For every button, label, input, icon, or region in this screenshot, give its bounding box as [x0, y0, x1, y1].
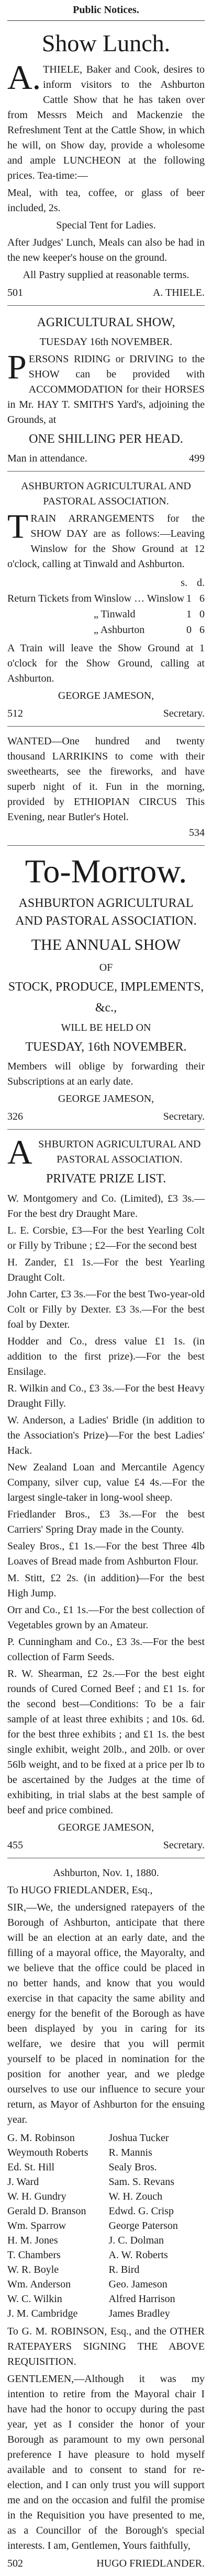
tomorrow-line4: &c.,	[95, 1000, 117, 1015]
signatory-name: J. C. Dolman	[108, 2234, 164, 2246]
train-org: ASHBURTON AGRICULTURAL AND PASTORAL ASSOCIATION.	[21, 480, 191, 507]
fare-row: „ Ashburton 0 6	[7, 624, 205, 636]
prize-role: Secretary.	[163, 1839, 205, 1851]
train-role: Secretary.	[163, 707, 205, 719]
signatory-name: A. W. Roberts	[108, 2249, 168, 2261]
tomorrow-members: Members will oblige by forwarding their Subscriptions at an early date.	[7, 1061, 205, 1088]
prize-list	[7, 1191, 205, 1818]
train-notice	[7, 472, 205, 727]
signatory-name: Sam. S. Revans	[108, 2176, 175, 2188]
tomorrow-footer	[7, 1111, 205, 1123]
requisition-footer	[7, 2558, 205, 2570]
show-lunch-ladies: Special Tent for Ladies.	[56, 219, 156, 231]
prize-item: Friedlander Bros., £3 3s.—For the best Carriers' Spring Dray made in the County.	[7, 1508, 205, 1535]
prize-item: Orr and Co., £1 1s.—For the best collection of Vegetables grown by an Amateur.	[7, 1604, 205, 1631]
signatory-name: Gerald D. Branson	[7, 2205, 86, 2217]
prize-ref: 455	[7, 1839, 23, 1851]
signatory-name: Geo. Jameson	[108, 2278, 168, 2290]
prize-item: W. Anderson, a Ladies' Bridle (in addition to the Association's Prize)—For the best Ladies' Hack.	[7, 1414, 205, 1456]
show-lunch-pastry: All Pastry supplied at reasonable terms.	[23, 269, 189, 281]
signatory-name: G. M. Robinson	[7, 2132, 75, 2144]
prize-item: W. Montgomery and Co. (Limited), £3 3s.—For the best dry Draught Mare.	[7, 1192, 205, 1220]
agri-show-notice	[7, 306, 205, 472]
tomorrow-line2: OF	[99, 962, 113, 974]
wanted-notice	[7, 727, 205, 846]
prize-item: H. Zander, £1 1s.—For the best Yearling Draught Colt.	[7, 1256, 205, 1283]
wanted-ref: 534	[189, 826, 205, 838]
signatory-list	[7, 2131, 205, 2321]
prize-item: P. Cunningham and Co., £3 3s.—For the best collection of Farm Seeds.	[7, 1636, 205, 1663]
tomorrow-line6: TUESDAY, 16th NOVEMBER.	[25, 1040, 187, 1054]
prize-item: John Carter, £3 3s.—For the best Two-year-old Colt or Filly by Dexter. £3 3s.—For the best foal by Dexter.	[7, 1288, 205, 1330]
tomorrow-signer: GEORGE JAMESON,	[58, 1093, 154, 1105]
signatory-name: George Paterson	[108, 2220, 178, 2232]
signatory-name: W. R. Boyle	[7, 2263, 59, 2275]
show-lunch-signer: A. THIELE.	[152, 286, 205, 298]
signatory-name: Ed. St. Hill	[7, 2161, 55, 2173]
show-lunch-judges: After Judges' Lunch, Meals can also be had in the new keeper's house on the ground.	[7, 236, 205, 263]
signatory-name: W. H. Zouch	[108, 2190, 163, 2202]
train-return: A Train will leave the Show Ground at 1 o'clock for the Show Ground, calling at Ashburton.	[7, 642, 205, 684]
prize-org: ASHBURTON AGRICULTURAL AND PASTORAL ASSOCIATION.	[7, 1133, 201, 1172]
tomorrow-title: To-Morrow.	[25, 852, 187, 890]
tomorrow-role: Secretary.	[163, 1111, 205, 1123]
fare-row: Return Tickets from Winslow … Winslow 1 6	[7, 592, 205, 604]
prize-item: Sealey Bros., £1 1s.—For the best Three 4lb Loaves of Bread made from Ashburton Flour.	[7, 1540, 205, 1567]
signatory-name: J. M. Cambridge	[7, 2307, 78, 2319]
prize-item: Hodder and Co., dress value £1 1s. (in addition to the first prize).—For the best Ensilage.	[7, 1335, 205, 1377]
signatory-name: J. Ward	[7, 2176, 39, 2188]
agri-show-date: TUESDAY 16th NOVEMBER.	[39, 336, 173, 348]
signatory-name: W. H. Gundry	[7, 2190, 66, 2202]
fare-table	[7, 575, 205, 638]
wanted-body: WANTED—One hundred and twenty thousand LARRIKINS to come with their sweethearts, see the fireworks, and have superb night of it. Fun in the morning, provided by ETHIOPIAN CIRCUS This Evening, near Butler's Hotel.	[7, 735, 205, 823]
show-lunch-ref: 501	[7, 286, 23, 298]
prize-item: R. Wilkin and Co., £3 3s.—For the best Heavy Draught Filly.	[7, 1382, 205, 1409]
requisition-addressee: To HUGO FRIEDLANDER, Esq.,	[7, 1884, 153, 1896]
train-footer	[7, 708, 205, 720]
agri-show-attendance: Man in attendance.	[7, 452, 87, 464]
show-lunch-menu: Meal, with tea, coffee, or glass of beer included, 2s.	[7, 187, 205, 214]
signatory-name: T. Chambers	[7, 2249, 61, 2261]
agri-show-footer	[7, 453, 205, 465]
show-lunch-signature	[7, 287, 205, 299]
signatory-name: Weymouth Roberts	[7, 2146, 88, 2158]
signatory-name: Sealy Bros.	[108, 2161, 157, 2173]
requisition-signer: HUGO FRIEDLANDER.	[96, 2557, 205, 2569]
train-body: TRAIN ARRANGEMENTS for the SHOW DAY are as follows:—Leaving Winslow for the Show Ground at 12 o'clock, calling at Tinwald and Ashburton.	[7, 507, 205, 570]
signatory-name: Joshua Tucker	[108, 2132, 169, 2144]
signatory-name: W. C. Wilkin	[7, 2293, 62, 2305]
masthead: Public Notices.	[7, 0, 205, 21]
requisition-ref: 502	[7, 2557, 23, 2569]
agri-show-price: ONE SHILLING PER HEAD.	[29, 432, 183, 446]
tomorrow-ref: 326	[7, 1111, 23, 1123]
tomorrow-line3: STOCK, PRODUCE, IMPLEMENTS,	[8, 980, 204, 994]
prize-item: L. E. Corsbie, £3—For the best Yearling Colt or Filly by Tribune ; £2—For the second best	[7, 1224, 205, 1251]
tomorrow-line5: WILL BE HELD ON	[61, 1021, 151, 1033]
fare-header-s: s.	[181, 577, 187, 589]
fare-row: „ Tinwald 1 0	[7, 608, 205, 620]
prize-subtitle: PRIVATE PRIZE LIST.	[46, 1172, 166, 1186]
signatory-name: Alfred Harrison	[108, 2293, 175, 2305]
fare-header-d: d.	[197, 577, 205, 589]
tomorrow-line1: THE ANNUAL SHOW	[31, 936, 181, 954]
agri-show-title: AGRICULTURAL SHOW,	[37, 315, 175, 329]
show-lunch-body: A.THIELE, Baker and Cook, desires to inform visitors to the Ashburton Cattle Show that he has taken over from Messrs Meich and Mackenzie the Refreshment Tent at the Cattle Show, in which he will, on Show day, provide a wholesome and ample LUNCHEON at the following prices. Tea-time:—	[7, 58, 205, 181]
signatory-name: R. Bird	[108, 2263, 140, 2275]
requisition-reply-to: To G. M. ROBINSON, Esq., and the OTHER RATEPAYERS SIGNING THE ABOVE REQUISITION.	[7, 2325, 205, 2367]
show-lunch-title: Show Lunch.	[41, 30, 171, 56]
fare-place: Winslow	[147, 592, 185, 604]
signatory-name: Wm. Anderson	[7, 2278, 71, 2290]
agri-show-ref: 499	[189, 452, 205, 464]
requisition-notice	[7, 1858, 205, 2576]
tomorrow-org: ASHBURTON AGRICULTURAL AND PASTORAL ASSOCIATION.	[15, 896, 197, 928]
requisition-body: SIR,—We, the undersigned ratepayers of the Borough of Ashburton, anticipate that there will be an election at an early date, and the filling of a mayoral office, the Mayoralty, and we believe that the office could be placed in no better hands, and know that you would exercise in that capacity the same ability and energy for the benefit of the Borough as have been displayed by you in caring for its welfare, we desire that you will permit yourself to be placed in nomination for the position for another year, and we pledge ourselves to use our influence to secure your return, as Mayor of Ashburton for the ensuing year.	[7, 1901, 205, 2125]
fare-header	[7, 575, 205, 591]
train-ref: 512	[7, 707, 23, 719]
show-lunch-notice	[7, 23, 205, 306]
train-signer: GEORGE JAMESON,	[58, 689, 154, 702]
requisition-dateline: Ashburton, Nov. 1, 1880.	[53, 1867, 159, 1879]
prize-signer: GEORGE JAMESON,	[58, 1821, 154, 1833]
prize-item: New Zealand Loan and Mercantile Agency Company, silver cup, value £4 4s.—For the largest single-taker in long-wool sheep.	[7, 1461, 205, 1503]
requisition-reply: GENTLEMEN,—Although it was my intention to retire from the Mayoral chair I have had the honor to occupy during the past year, yet as I consider the honor of your Borough as paramount to my own personal preference I have pleasure to hold myself available and to consent to stand for re-election, and I can only trust you will support me and on the occasion and fulfil the promise in the Requisition you have presented to me, as a Councillor of the Borough's special interests. I am, Gentlemen, Yours faithfully,	[7, 2373, 205, 2551]
fare-place: Tinwald	[101, 608, 136, 620]
signatory-name: H. M. Jones	[7, 2234, 58, 2246]
signatory-name: Wm. Sparrow	[7, 2220, 66, 2232]
prize-item: R. W. Shearman, £2 2s.—For the best eight rounds of Cured Corned Beef ; and £1 1s. for the second best—Conditions: To be a fair sample of at least three exhibits ; and 10s. 6d. for the best three exhibits ; and £1 1s. the best single exhibit, weight 20lb., and 20lb. or over 56lb weight, and to be fixed at a price per lb to be ascertained by the Judges at the time of exhibiting, in trial slabs at the best sample of beef and price combined.	[7, 1668, 205, 1816]
prize-footer	[7, 1839, 205, 1852]
prize-item: M. Stitt, £2 2s. (in addition)—For the best High Jump.	[7, 1572, 205, 1599]
signatory-name: R. Mannis	[108, 2146, 152, 2158]
signatory-name: Edwd. G. Crisp	[108, 2205, 174, 2217]
prize-notice	[7, 1130, 205, 1858]
agri-show-body: PERSONS RIDING or DRIVING to the SHOW can be provided with ACCOMMODATION for their HORSES in Mr. HAY T. SMITH'S Yard's, adjoining the Grounds, at	[7, 348, 205, 426]
fare-place: Ashburton	[100, 624, 145, 636]
tomorrow-notice	[7, 846, 205, 1130]
signatory-name: James Bradley	[108, 2307, 170, 2319]
